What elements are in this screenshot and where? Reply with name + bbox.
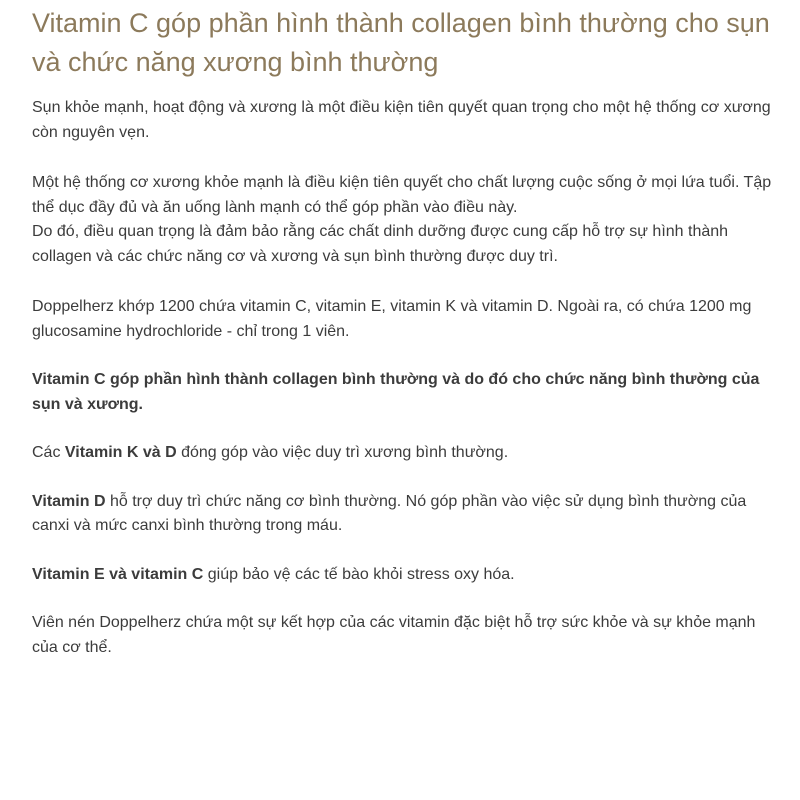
vitamin-k-d-text: đóng góp vào việc duy trì xương bình thường. [176, 444, 509, 461]
paragraph-vitamin-d [32, 490, 777, 539]
vitamin-d-label: Vitamin D [32, 492, 106, 510]
vitamin-e-c-label: Vitamin E và vitamin C [32, 565, 204, 583]
article-heading: Vitamin C góp phần hình thành collagen bình thường cho sụn và chức năng xương bình thường [32, 8, 770, 77]
paragraph-cartilage-intro: Sụn khỏe mạnh, hoạt động và xương là một điều kiện tiên quyết quan trọng cho một hệ thống cơ xương còn nguyên vẹn. [32, 99, 771, 141]
vitamin-d-text: hỗ trợ duy trì chức năng cơ bình thường. Nó góp phần vào việc sử dụng bình thường của canxi và mức canxi bình thường trong máu. [32, 492, 747, 534]
paragraph-product-contents: Doppelherz khớp 1200 chứa vitamin C, vitamin E, vitamin K và vitamin D. Ngoài ra, có chứa 1200 mg glucosamine hydrochloride - chỉ trong 1 viên. [32, 298, 752, 340]
paragraph-vitamin-c-claim: Vitamin C góp phần hình thành collagen bình thường và do đó cho chức năng bình thường của sụn và xương. [32, 371, 760, 413]
vitamin-k-d-label: Vitamin K và D [64, 444, 177, 461]
article-body [32, 96, 777, 660]
paragraph-vitamin-k-d [32, 441, 777, 466]
paragraph-tablet-summary: Viên nén Doppelherz chứa một sự kết hợp của các vitamin đặc biệt hỗ trợ sức khỏe và sự khỏe mạnh của cơ thể. [32, 614, 756, 656]
vitamin-k-d-prefix: Các [32, 444, 65, 461]
article [32, 4, 777, 660]
paragraph-vitamin-e-c [32, 563, 777, 588]
paragraph-musculoskeletal: Một hệ thống cơ xương khỏe mạnh là điều kiện tiên quyết cho chất lượng cuộc sống ở mọi lứa tuổi. Tập thể dục đầy đủ và ăn uống lành mạnh có thể góp phần vào điều này. [32, 174, 772, 216]
paragraph-nutrients: Do đó, điều quan trọng là đảm bảo rằng các chất dinh dưỡng được cung cấp hỗ trợ sự hình thành collagen và các chức năng cơ và xương và sụn bình thường được duy trì. [32, 223, 729, 265]
vitamin-e-c-text: giúp bảo vệ các tế bào khỏi stress oxy hóa. [203, 565, 515, 583]
